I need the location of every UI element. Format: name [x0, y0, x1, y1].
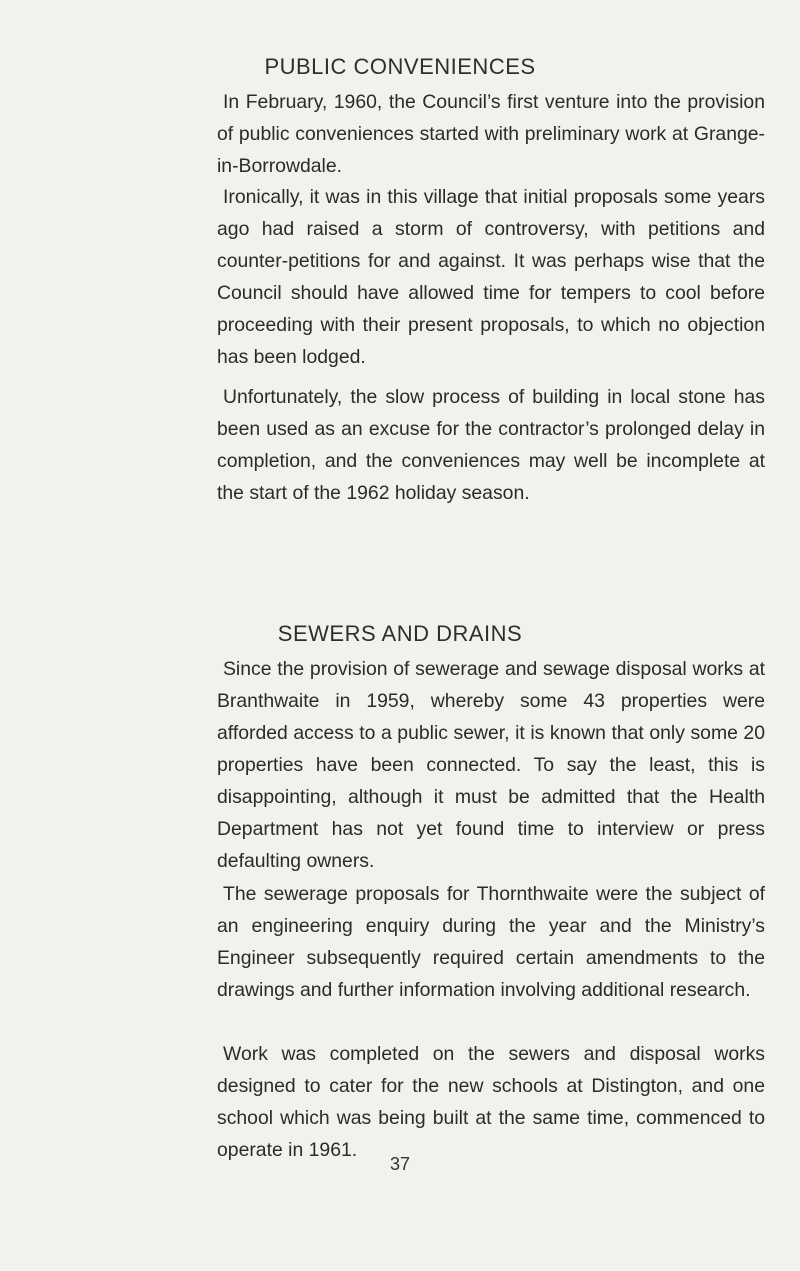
paragraph: Unfortunately, the slow process of building in local stone has been used as an excuse for the contractor’s prolonged delay in completion, and the conveniences may well be incomplete at the start of the 1962 holiday season.: [217, 386, 765, 504]
paragraph: Ironically, it was in this village that initial proposals some years ago had raised a storm of controversy, with petitions and counter-petitions for and against. It was perhaps wise that the Council should have allowed time for tempers to cool before proceeding with their present proposals, to which no objection has been lodged.: [217, 186, 765, 368]
section-heading-sewers-and-drains: SEWERS AND DRAINS: [277, 621, 523, 646]
page-number: 37: [389, 1154, 411, 1174]
paragraph: In February, 1960, the Council’s first venture into the provision of public conveniences started with preliminary work at Grange-in-Borrowdale.: [217, 91, 765, 177]
paragraph: Since the provision of sewerage and sewage disposal works at Branthwaite in 1959, whereby some 43 properties were afforded access to a public sewer, it is known that only some 20 properties have been connected. To say the least, this is disappointing, although it must be admitted that the Health Department has not yet found time to interview or press defaulting owners.: [217, 658, 765, 872]
paragraph: Work was completed on the sewers and disposal works designed to cater for the new schools at Distington, and one school which was being built at the same time, commenced to operate in 1961.: [217, 1043, 765, 1161]
paragraph: The sewerage proposals for Thornthwaite were the subject of an engineering enquiry during the year and the Ministry’s Engineer subsequently required certain amendments to the drawings and further information involving additional research.: [217, 883, 765, 1001]
section-heading-public-conveniences: PUBLIC CONVENIENCES: [264, 54, 536, 79]
